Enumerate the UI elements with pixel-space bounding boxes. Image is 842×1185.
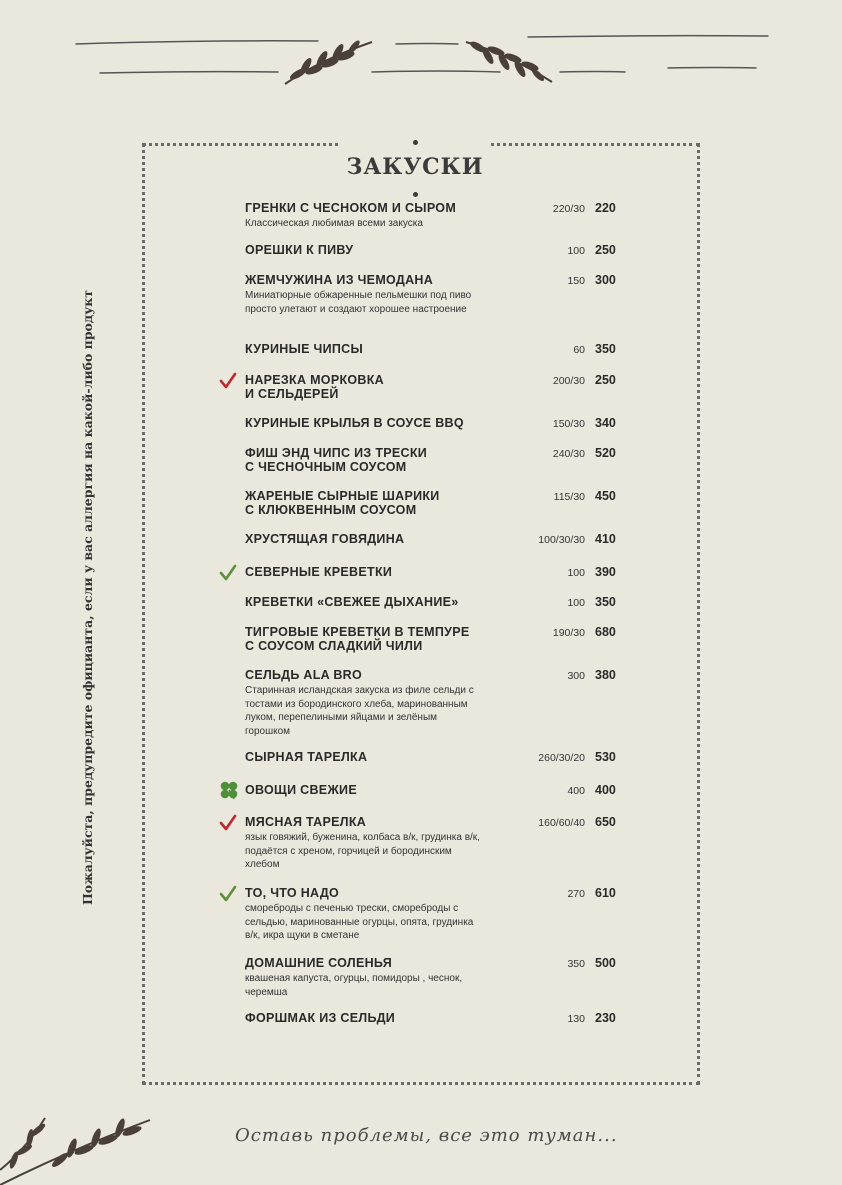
menu-item-weight: 100/30/30 <box>538 534 585 546</box>
menu-item-weight: 190/30 <box>552 627 585 639</box>
menu-item-name: СЕЛЬДЬ ALA BRO <box>245 668 362 682</box>
section-title-text: ЗАКУСКИ <box>346 154 484 180</box>
menu-item-name: ТИГРОВЫЕ КРЕВЕТКИ В ТЕМПУРЕ С СОУСОМ СЛАДКИЙ ЧИЛИ <box>245 625 470 653</box>
menu-item <box>245 595 635 609</box>
menu-item <box>245 886 635 943</box>
menu-item-name: КУРИНЫЕ КРЫЛЬЯ В СОУСЕ BBQ <box>245 416 464 430</box>
menu-item <box>245 783 635 797</box>
menu-item-weight: 220/30 <box>552 203 585 215</box>
menu-item-weight: 100 <box>567 567 585 579</box>
menu-item-weight: 300 <box>567 670 585 682</box>
menu-item-name: ДОМАШНИЕ СОЛЕНЬЯ <box>245 956 393 970</box>
menu-item <box>245 956 635 999</box>
menu-item-description: квашеная капуста, огурцы, помидоры , чеснок, черемша <box>245 973 463 998</box>
menu-item-price: 610 <box>595 886 616 900</box>
menu-item-name: ГРЕНКИ С ЧЕСНОКОМ И СЫРОМ <box>245 201 457 215</box>
menu-item <box>245 342 635 356</box>
menu-item-name: ЖАРЕНЫЕ СЫРНЫЕ ШАРИКИ С КЛЮКВЕННЫМ СОУСОМ <box>245 489 440 517</box>
menu-item <box>245 489 635 517</box>
check-icon <box>219 372 237 390</box>
menu-item-description: язык говяжий, буженина, колбаса в/к, грудинка в/к, подаётся с хреном, горчицей и бородинским хлебом <box>245 832 480 870</box>
menu-item-price: 520 <box>595 446 616 460</box>
menu-item-price: 300 <box>595 273 616 287</box>
menu-item <box>245 668 635 738</box>
menu-item-name: МЯСНАЯ ТАРЕЛКА <box>245 815 367 829</box>
menu-item <box>245 1011 635 1025</box>
menu-item <box>245 625 635 653</box>
menu-item <box>245 273 635 316</box>
menu-item-description: Миниатюрные обжаренные пельмешки под пиво просто улетают и создают хорошее настроение <box>245 290 472 315</box>
menu-item-weight: 100 <box>567 245 585 257</box>
menu-item-description: Старинная исландская закуска из филе сельди с тостами из бородинского хлеба, маринованным луком, перепелиными яйцами и зелёным горошком <box>245 685 474 737</box>
menu-item-weight: 270 <box>567 888 585 900</box>
menu-item-name: НАРЕЗКА МОРКОВКА И СЕЛЬДЕРЕЙ <box>245 373 384 401</box>
menu-item-weight: 60 <box>573 344 585 356</box>
menu-item-name: ХРУСТЯЩАЯ ГОВЯДИНА <box>245 532 405 546</box>
menu-item-price: 250 <box>595 243 616 257</box>
menu-item-weight: 100 <box>567 597 585 609</box>
menu-item-name: ТО, ЧТО НАДО <box>245 886 340 900</box>
menu-item-name: ОВОЩИ СВЕЖИЕ <box>245 783 357 797</box>
menu-item-price: 500 <box>595 956 616 970</box>
check-icon <box>219 564 237 582</box>
menu-item-description: смореброды с печенью трески, смореброды с сельдью, маринованные огурцы, опята, грудинка в/к, икра щуки в сметане <box>245 903 474 941</box>
wheat-icon <box>285 39 372 84</box>
menu-item <box>245 243 635 257</box>
wheat-icon <box>466 39 552 82</box>
menu-item <box>245 373 635 401</box>
menu-item <box>245 446 635 474</box>
menu-item-price: 340 <box>595 416 616 430</box>
menu-item-weight: 150 <box>567 275 585 287</box>
menu-item <box>245 532 635 546</box>
menu-item <box>245 565 635 579</box>
menu-item-price: 650 <box>595 815 616 829</box>
menu-item-name: ОРЕШКИ К ПИВУ <box>245 243 354 257</box>
menu-item <box>245 416 635 430</box>
menu-item-name: ФОРШМАК ИЗ СЕЛЬДИ <box>245 1011 396 1025</box>
menu-item-name: ФИШ ЭНД ЧИПС ИЗ ТРЕСКИ С ЧЕСНОЧНЫМ СОУСОМ <box>245 446 428 474</box>
menu-item-weight: 200/30 <box>552 375 585 387</box>
menu-item-price: 400 <box>595 783 616 797</box>
menu-item-weight: 240/30 <box>552 448 585 460</box>
section-title <box>340 128 490 180</box>
menu-item-weight: 130 <box>567 1013 585 1025</box>
allergy-note: Пожалуйста, предупредите официанта, если у вас аллергия на какой-либо продукт <box>80 290 95 905</box>
menu-item-price: 250 <box>595 373 616 387</box>
menu-item <box>245 815 635 872</box>
menu-item-weight: 260/30/20 <box>538 752 585 764</box>
menu-item-weight: 150/30 <box>552 418 585 430</box>
menu-item-name: КУРИНЫЕ ЧИПСЫ <box>245 342 364 356</box>
menu-item-price: 350 <box>595 342 616 356</box>
check-icon <box>219 814 237 832</box>
menu-item-price: 680 <box>595 625 616 639</box>
menu-item-weight: 115/30 <box>553 491 585 503</box>
wheat-icon <box>0 1117 150 1185</box>
menu-item-description: Классическая любимая всеми закуска <box>245 218 423 229</box>
menu-item-price: 390 <box>595 565 616 579</box>
menu-item-price: 230 <box>595 1011 616 1025</box>
menu-item-weight: 350 <box>567 958 585 970</box>
menu-item-price: 530 <box>595 750 616 764</box>
menu-item <box>245 750 635 764</box>
menu-item-price: 410 <box>595 532 616 546</box>
menu-item-weight: 400 <box>567 785 585 797</box>
check-icon <box>219 885 237 903</box>
title-dot <box>413 192 418 197</box>
menu-item-weight: 160/60/40 <box>538 817 585 829</box>
title-dot <box>413 140 418 145</box>
menu-item-name: ЖЕМЧУЖИНА ИЗ ЧЕМОДАНА <box>245 273 434 287</box>
menu-item-name: СЫРНАЯ ТАРЕЛКА <box>245 750 368 764</box>
menu-item-price: 380 <box>595 668 616 682</box>
menu-item-name: КРЕВЕТКИ «СВЕЖЕЕ ДЫХАНИЕ» <box>245 595 459 609</box>
menu-item-price: 450 <box>595 489 616 503</box>
menu-item-price: 220 <box>595 201 616 215</box>
clover-icon <box>219 780 237 798</box>
menu-item-price: 350 <box>595 595 616 609</box>
footer-quote: Оставь проблемы, все это туман... <box>235 1125 618 1146</box>
menu-item-name: СЕВЕРНЫЕ КРЕВЕТКИ <box>245 565 393 579</box>
menu-item <box>245 201 635 231</box>
